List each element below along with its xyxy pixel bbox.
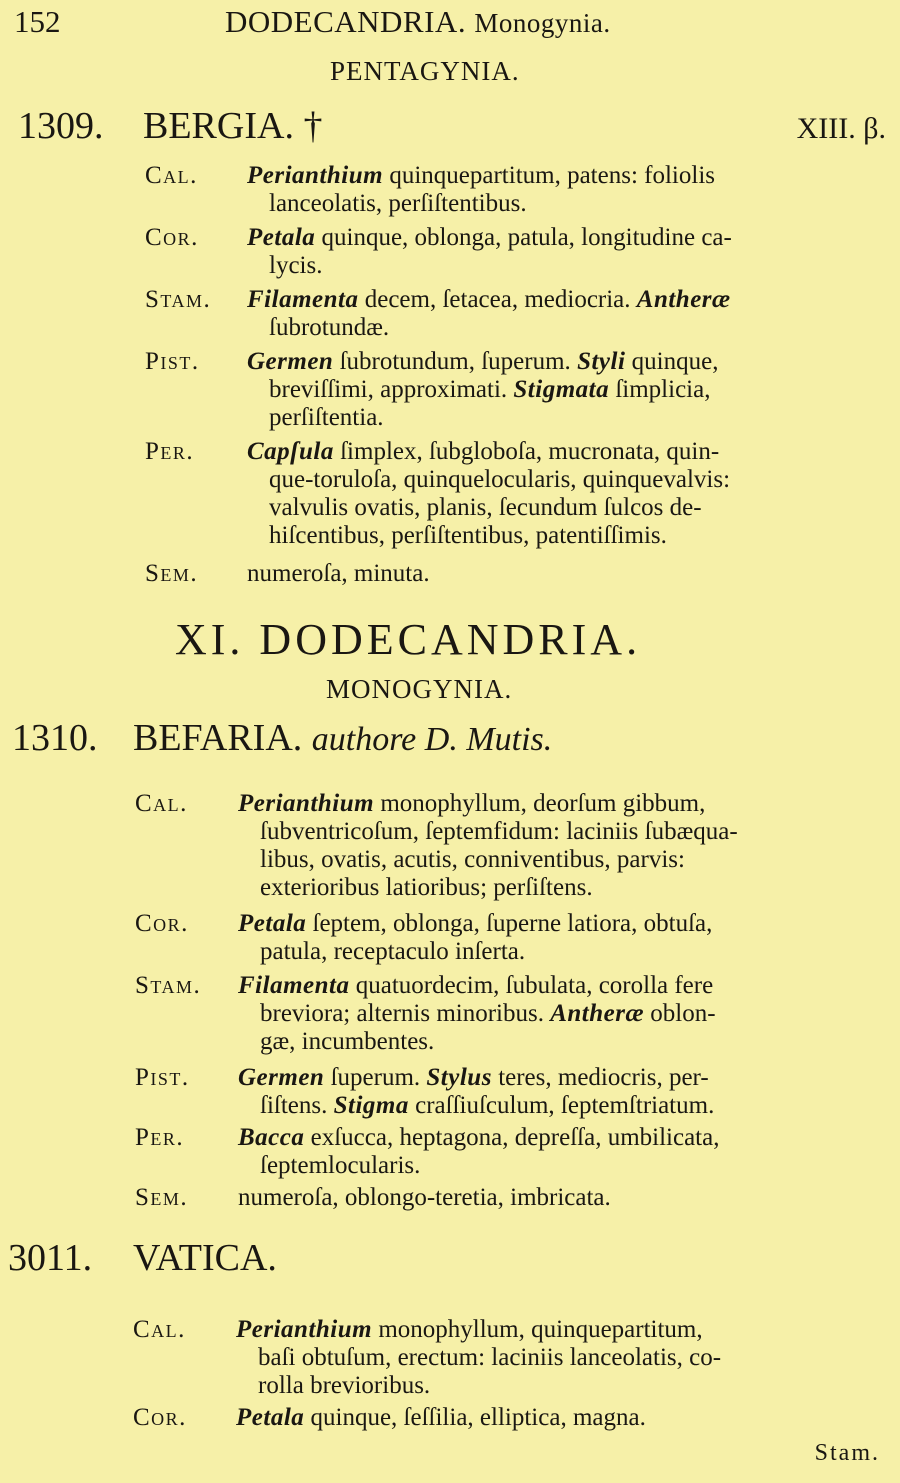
entry-line: lanceolatis, perſiſtentibus. — [269, 190, 527, 217]
technical-term: Filamenta — [238, 972, 350, 999]
section-heading: PENTAGYNIA. — [330, 56, 520, 86]
entry-line: valvulis ovatis, planis, ſecundum ſulcos de- — [269, 494, 702, 521]
technical-term: Styli — [577, 348, 626, 375]
entry-label: Cal. — [133, 1316, 186, 1343]
genus-name — [133, 716, 552, 760]
entry-line: breviora; alternis minoribus. Antheræ oblon- — [260, 1000, 716, 1027]
genus-number: 1310. — [12, 717, 98, 759]
entry-line: exterioribus latioribus; perſiſtens. — [260, 874, 593, 901]
entry-line: ſiſtens. Stigma craſſiuſculum, ſeptemſtriatum. — [260, 1092, 715, 1119]
technical-term: Perianthium — [247, 162, 384, 189]
entry-line: Filamenta decem, ſetacea, mediocria. Antheræ — [247, 286, 731, 313]
entry-text — [238, 1064, 878, 1120]
entry-text — [247, 162, 887, 218]
page-number: 152 — [14, 4, 61, 39]
entry-label: Cal. — [135, 790, 188, 817]
entry-line: breviſſimi, approximati. Stigmata ſimplicia, — [269, 376, 711, 403]
entry-line: Petala quinque, oblonga, patula, longitudine ca- — [247, 224, 732, 251]
entry-line: ſubrotundæ. — [269, 314, 390, 341]
entry-line: Petala quinque, ſeſſilia, elliptica, magna. — [236, 1404, 646, 1431]
technical-term: Germen — [247, 348, 334, 375]
entry-text — [247, 560, 887, 588]
entry-text — [247, 348, 887, 432]
entry-text — [247, 286, 887, 342]
entry-line: Germen ſuperum. Stylus teres, mediocris, per- — [238, 1064, 709, 1091]
entry-text — [238, 1124, 878, 1180]
class-heading: XI. DODECANDRIA. — [175, 615, 642, 664]
technical-term: Antheræ — [550, 1000, 645, 1027]
technical-term: Antheræ — [636, 286, 731, 313]
entry-line: rolla brevioribus. — [258, 1372, 431, 1399]
entry-label: Cal. — [145, 162, 198, 189]
order-heading: MONOGYNIA. — [326, 674, 513, 704]
entry-label: Stam. — [135, 972, 202, 999]
entry-label: Per. — [135, 1124, 185, 1151]
entry-label: Pist. — [145, 348, 200, 375]
technical-term: Germen — [238, 1064, 325, 1091]
entry-line: ſeptemlocularis. — [260, 1152, 421, 1179]
entry-line: gæ, incumbentes. — [260, 1028, 435, 1055]
entry-text — [247, 224, 887, 280]
entry-line: Capſula ſimplex, ſubgloboſa, mucronata, quin- — [247, 438, 720, 465]
entry-line: lycis. — [269, 252, 323, 279]
entry-line: patula, receptaculo inſerta. — [260, 938, 526, 965]
entry-text — [236, 1316, 876, 1400]
entry-label: Cor. — [135, 910, 189, 937]
technical-term: Stigmata — [513, 376, 610, 403]
entry-line: Bacca exſucca, heptagona, depreſſa, umbilicata, — [238, 1124, 720, 1151]
technical-term: Bacca — [238, 1124, 305, 1151]
entry-text — [236, 1404, 876, 1432]
entry-label: Sem. — [145, 560, 199, 587]
entry-text — [238, 910, 878, 966]
genus-number: 3011. — [8, 1237, 93, 1279]
entry-line: libus, ovatis, acutis, conniventibus, parvis: — [260, 846, 685, 873]
technical-term: Petala — [238, 910, 307, 937]
technical-term: Perianthium — [236, 1316, 373, 1343]
entry-line: Perianthium monophyllum, deorſum gibbum, — [238, 790, 706, 817]
entry-text — [238, 972, 878, 1056]
entry-line: numeroſa, minuta. — [247, 560, 430, 587]
entry-label: Per. — [145, 438, 195, 465]
running-title-sub: Monogynia. — [474, 8, 611, 38]
entry-text — [247, 438, 887, 550]
technical-term: Petala — [236, 1404, 305, 1431]
genus-author: authore D. Mutis. — [311, 721, 553, 758]
entry-line: Petala ſeptem, oblonga, ſuperne latiora, obtuſa, — [238, 910, 713, 937]
technical-term: Stigma — [333, 1092, 409, 1119]
entry-line: Germen ſubrotundum, ſuperum. Styli quinque, — [247, 348, 719, 375]
entry-line: Perianthium quinquepartitum, patens: foliolis — [247, 162, 715, 189]
entry-label: Sem. — [135, 1184, 189, 1211]
catchword: Stam. — [814, 1440, 880, 1466]
technical-term: Perianthium — [238, 790, 375, 817]
genus-name: VATICA. — [133, 1237, 277, 1279]
genus-name-text: BEFARIA. — [133, 717, 303, 759]
entry-line: Perianthium monophyllum, quinquepartitum, — [236, 1316, 703, 1343]
technical-term: Petala — [247, 224, 316, 251]
genus-number: 1309. — [18, 105, 104, 147]
technical-term: Capſula — [247, 438, 334, 465]
running-title-main: DODECANDRIA. — [225, 4, 467, 39]
entry-text — [238, 1184, 878, 1212]
entry-label: Pist. — [135, 1064, 190, 1091]
entry-text — [238, 790, 878, 902]
entry-line: Filamenta quatuordecim, ſubulata, corolla fere — [238, 972, 714, 999]
running-title — [225, 4, 611, 40]
technical-term: Filamenta — [247, 286, 359, 313]
entry-line: ſubventricoſum, ſeptemfidum: laciniis ſubæqua- — [260, 818, 738, 845]
genus-name: BERGIA. † — [143, 105, 323, 147]
entry-label: Cor. — [145, 224, 199, 251]
technical-term: Stylus — [426, 1064, 492, 1091]
entry-line: numeroſa, oblongo-teretia, imbricata. — [238, 1184, 611, 1211]
entry-line: perſiſtentia. — [269, 404, 384, 431]
entry-line: hiſcentibus, perſiſtentibus, patentiſſimis. — [269, 522, 667, 549]
entry-line: baſi obtuſum, erectum: laciniis lanceolatis, co- — [258, 1344, 722, 1371]
entry-line: que-toruloſa, quinquelocularis, quinquevalvis: — [269, 466, 731, 493]
entry-label: Cor. — [133, 1404, 187, 1431]
genus-reference: XIII. β. — [796, 112, 886, 145]
entry-label: Stam. — [145, 286, 212, 313]
